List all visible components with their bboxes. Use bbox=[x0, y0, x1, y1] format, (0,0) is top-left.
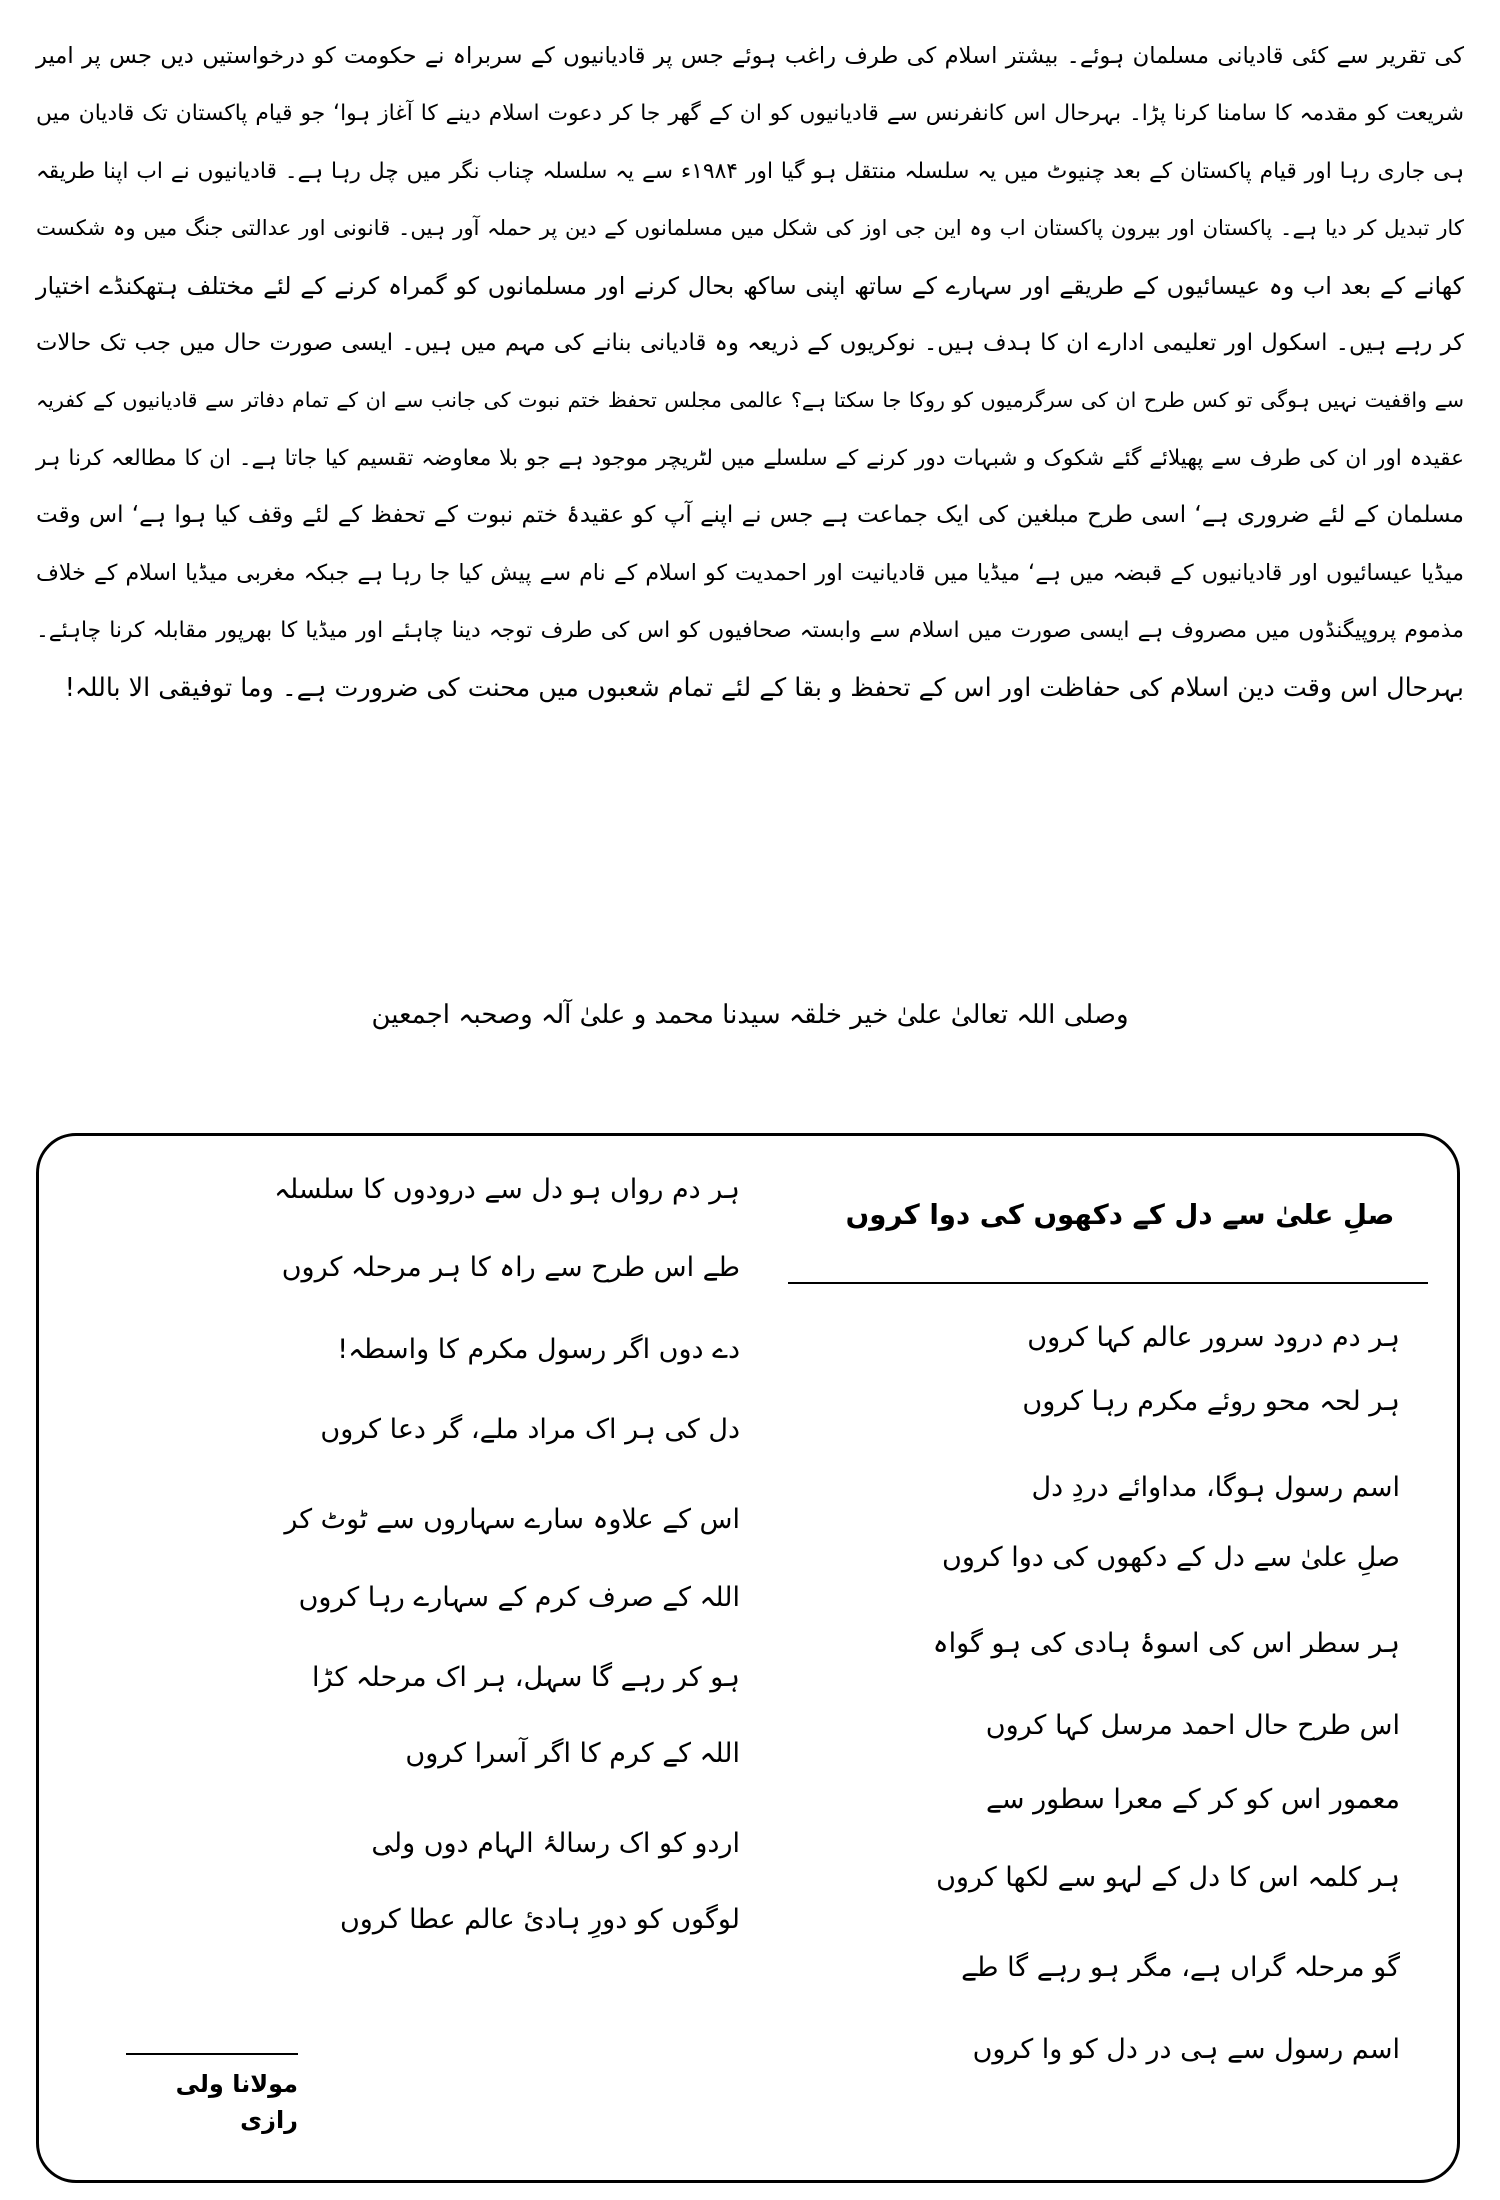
verse-line: معمور اس کو کر کے معرا سطور سے bbox=[986, 1784, 1400, 1815]
article-line: کار تبدیل کر دیا ہے۔ پاکستان اور بیرون پاکستان اب وہ این جی اوز کی شکل میں مسلمانوں کے دین پر حملہ آور ہیں۔ قانونی اور عدالتی جنگ میں وہ شکست bbox=[36, 216, 1464, 242]
title-underline bbox=[788, 1282, 1428, 1284]
verse-line: اللہ کے صرف کرم کے سہارے رہا کروں bbox=[298, 1582, 740, 1613]
closing-prayer: وصلی اللہ تعالیٰ علیٰ خیر خلقہ سیدنا محمد و علیٰ آلہ وصحبہ اجمعین bbox=[371, 1000, 1129, 1030]
article-line: ہی جاری رہا اور قیام پاکستان کے بعد چنیوٹ میں یہ سلسلہ منتقل ہو گیا اور ۱۹۸۴ء سے یہ سلسلہ چناب نگر میں چل رہا ہے۔ قادیانیوں نے اب اپنا طریقہ bbox=[36, 158, 1464, 184]
article-line: میڈیا عیسائیوں اور قادیانیوں کے قبضہ میں ہے‘ میڈیا میں قادیانیت اور احمدیت کو اسلام کے نام سے پیش کیا جا رہا ہے جبکہ مغربی میڈیا اسلام کے خلاف bbox=[36, 559, 1464, 586]
verse-line: دے دوں اگر رسول مکرم کا واسطہ! bbox=[337, 1334, 740, 1365]
article-line: بہرحال اس وقت دین اسلام کی حفاظت اور اس کے تحفظ و بقا کے لئے تمام شعبوں میں محنت کی ضرورت ہے۔ وما توفیقی الا باللہ! bbox=[64, 672, 1464, 703]
article-line: سے واقفیت نہیں ہوگی تو کس طرح ان کی سرگرمیوں کو روکا جا سکتا ہے؟ عالمی مجلس تحفظ ختم نبوت کی جانب سے ان کے تمام دفاتر سے قادیانیوں کے کفریہ bbox=[36, 388, 1464, 413]
verse-line: ہو کر رہے گا سہل، ہر اک مرحلہ کڑا bbox=[312, 1662, 740, 1693]
poem-author: مولانا ولی رازی bbox=[175, 2070, 298, 2134]
article-line: عقیدہ اور ان کی طرف سے پھیلائے گئے شکوک و شبہات دور کرنے کے سلسلے میں لٹریچر موجود ہے جو بلا معاوضہ تقسیم کیا جاتا ہے۔ ان کا مطالعہ کرنا ہر bbox=[36, 445, 1464, 471]
verse-line: ہر کلمہ اس کا دل کے لہو سے لکھا کروں bbox=[936, 1862, 1400, 1893]
verse-line: ہر دم درود سرور عالم کہا کروں bbox=[1027, 1322, 1400, 1353]
verse-line: ہر دم رواں ہو دل سے درودوں کا سلسلہ bbox=[274, 1174, 740, 1205]
verse-line: گو مرحلہ گراں ہے، مگر ہو رہے گا طے bbox=[961, 1952, 1400, 1983]
article-line: کھانے کے بعد اب وہ عیسائیوں کے طریقے اور سہارے کے ساتھ اپنی ساکھ بحال کرنے اور مسلمانوں کو گمراہ کرنے کے لئے مختلف ہتھکنڈے اختیار bbox=[36, 271, 1464, 300]
verse-line: اس طرح حال احمد مرسل کہا کروں bbox=[985, 1710, 1400, 1741]
article-line: مذموم پروپیگنڈوں میں مصروف ہے ایسی صورت میں اسلام سے وابستہ صحافیوں کو اس کی طرف توجہ دینا چاہئے اور میڈیا کا بھرپور مقابلہ کرنا چاہئے۔ bbox=[36, 617, 1464, 643]
article-body bbox=[36, 28, 1464, 717]
article-line: مسلمان کے لئے ضروری ہے‘ اسی طرح مبلغین کی ایک جماعت ہے جس نے اپنے آپ کو عقیدۂ ختم نبوت کے تحفظ کے لئے وقف کیا ہوا ہے‘ اس وقت bbox=[36, 502, 1464, 529]
verse-line: اللہ کے کرم کا اگر آسرا کروں bbox=[405, 1738, 740, 1769]
article-line: شریعت کو مقدمہ کا سامنا کرنا پڑا۔ بہرحال اس کانفرنس سے قادیانیوں کو ان کے گھر جا کر دعوت اسلام دینے کا آغاز ہوا‘ جو قیام پاکستان تک قادیان میں bbox=[36, 101, 1464, 127]
verse-line: لوگوں کو دورِ ہادیٔ عالم عطا کروں bbox=[339, 1904, 740, 1935]
verse-line: ہر سطر اس کی اسوۂ ہادی کی ہو گواہ bbox=[932, 1628, 1400, 1659]
article-line: کی تقریر سے کئی قادیانی مسلمان ہوئے۔ بیشتر اسلام کی طرف راغب ہوئے جس پر قادیانیوں کے سربراہ نے حکومت کو درخواستیں دیں جس پر امیر bbox=[36, 43, 1464, 69]
article-line: کر رہے ہیں۔ اسکول اور تعلیمی ادارے ان کا ہدف ہیں۔ نوکریوں کے ذریعہ وہ قادیانی بنانے کی مہم میں ہیں۔ ایسی صورت حال میں جب تک حالات bbox=[36, 329, 1464, 356]
verse-line: ہر لحہ محو روئے مکرم رہا کروں bbox=[1022, 1386, 1400, 1417]
verse-line: اسم رسول سے ہی در دل کو وا کروں bbox=[972, 2034, 1400, 2065]
verse-line: صلِ علیٰ سے دل کے دکھوں کی دوا کروں bbox=[942, 1542, 1400, 1573]
verse-line: طے اس طرح سے راہ کا ہر مرحلہ کروں bbox=[281, 1252, 740, 1283]
signature-rule bbox=[126, 2053, 298, 2055]
verse-line: اردو کو اک رسالۂ الہام دوں ولی bbox=[371, 1828, 740, 1859]
verse-line: اسم رسول ہوگا، مداوائے دردِ دل bbox=[1031, 1472, 1400, 1503]
poem-title: صلِ علیٰ سے دل کے دکھوں کی دوا کروں bbox=[845, 1198, 1395, 1231]
verse-line: اس کے علاوہ سارے سہاروں سے ٹوٹ کر bbox=[284, 1504, 740, 1535]
verse-line: دل کی ہر اک مراد ملے، گر دعا کروں bbox=[320, 1414, 740, 1445]
